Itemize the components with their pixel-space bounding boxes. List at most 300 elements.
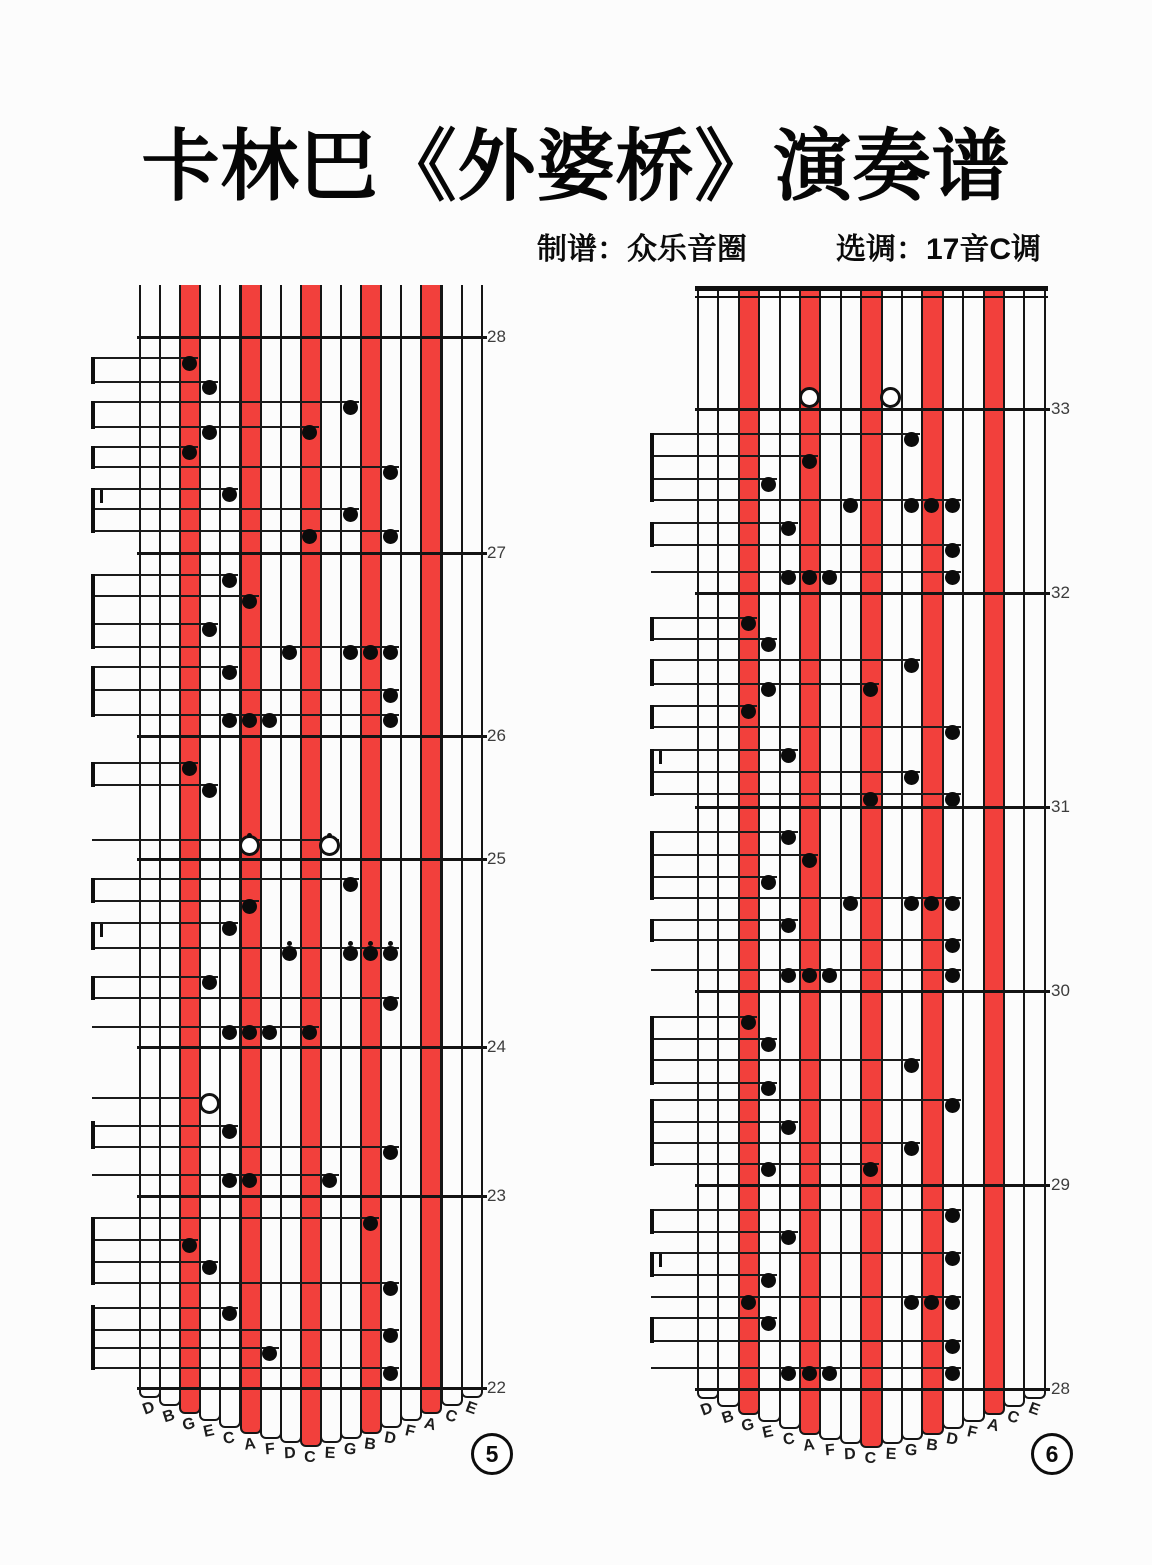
note-row-line (651, 638, 777, 640)
beam-bracket (650, 659, 654, 686)
page-number-badge: 5 (471, 1433, 513, 1475)
measure-number: 24 (487, 1037, 506, 1056)
kalimba-key (779, 289, 801, 1429)
note-dot (282, 645, 297, 660)
note-dot (343, 645, 358, 660)
note-dot (262, 713, 277, 728)
note-dot (781, 918, 796, 933)
note-row-line (651, 522, 798, 524)
note-dot (761, 1273, 776, 1288)
measure-number: 23 (487, 1186, 506, 1205)
note-row-line (651, 1340, 961, 1342)
note-dot (904, 432, 919, 447)
key-label: E (1025, 1399, 1042, 1420)
beam-bracket (650, 1209, 654, 1234)
note-dot (383, 1328, 398, 1343)
note-dot (383, 946, 398, 961)
note-dot (741, 1295, 756, 1310)
beam-bracket (650, 522, 654, 547)
note-dot (383, 529, 398, 544)
note-row-line (651, 1099, 961, 1101)
note-dot (781, 1120, 796, 1135)
kalimba-key (819, 289, 841, 1440)
note-dot (242, 899, 257, 914)
beam-bracket (91, 1305, 95, 1370)
note-dot (863, 682, 878, 697)
note-dot (741, 1015, 756, 1030)
beam-bracket (91, 401, 95, 429)
note-row-line (92, 466, 399, 468)
note-dot (222, 713, 237, 728)
note-row-line (651, 1252, 961, 1254)
kalimba-key (139, 285, 161, 1398)
measure-line (695, 990, 1050, 993)
note-dot (202, 380, 217, 395)
note-dot (843, 896, 858, 911)
kalimba-key (962, 289, 984, 1422)
note-dot (302, 529, 317, 544)
measure-line (695, 592, 1050, 595)
note-dot (383, 713, 398, 728)
note-row-line (651, 433, 920, 435)
kalimba-key-red (738, 289, 760, 1415)
key-label: E (885, 1445, 897, 1464)
note-row-line (92, 1282, 399, 1284)
key-label: F (823, 1441, 836, 1460)
note-row-line (651, 1209, 961, 1211)
note-dot (363, 946, 378, 961)
note-row-line (92, 900, 259, 902)
key-label: G (180, 1414, 198, 1435)
measure-line (137, 858, 487, 861)
note-dot (945, 896, 960, 911)
note-dot (843, 498, 858, 513)
note-dot (924, 498, 939, 513)
note-dot (802, 853, 817, 868)
key-label: G (343, 1440, 358, 1459)
note-row-line (651, 876, 777, 878)
measure-number: 22 (487, 1378, 506, 1397)
subtitle-maker: 制谱：众乐音圈 (537, 233, 747, 266)
beam-bracket (650, 831, 654, 900)
beam-bracket (650, 1252, 654, 1277)
kalimba-key (320, 285, 342, 1443)
note-row-line (92, 922, 238, 924)
key-label: D (843, 1445, 857, 1464)
beam-bracket (650, 1317, 654, 1343)
beam-bracket (91, 357, 95, 384)
note-dot (363, 1216, 378, 1231)
key-label: F (403, 1422, 418, 1441)
note-row-line (651, 1317, 777, 1319)
key-label: D (944, 1430, 960, 1449)
beam-bracket (91, 878, 95, 903)
measure-line (695, 1388, 1050, 1391)
note-row-line (651, 455, 818, 457)
note-dot (781, 1230, 796, 1245)
note-dot (383, 465, 398, 480)
note-dot (761, 875, 776, 890)
open-note-dot (239, 835, 260, 856)
note-dot (302, 425, 317, 440)
key-label: B (924, 1436, 939, 1455)
note-dot (945, 498, 960, 513)
note-dot (202, 1260, 217, 1275)
measure-line (137, 552, 487, 555)
note-dot (202, 975, 217, 990)
note-dot (904, 1295, 919, 1310)
note-dot (761, 637, 776, 652)
note-dot (242, 594, 257, 609)
key-label: A (985, 1415, 1001, 1436)
note-row-line (92, 381, 218, 383)
key-label: A (802, 1436, 816, 1455)
note-row-line (92, 666, 238, 668)
note-row-line (651, 793, 961, 795)
note-row-line (651, 1142, 920, 1144)
note-dot (222, 921, 237, 936)
note-row-line (651, 1274, 777, 1276)
measure-line (137, 735, 487, 738)
measure-number: 26 (487, 726, 506, 745)
key-label: D (698, 1399, 716, 1420)
key-label: C (1005, 1407, 1022, 1428)
note-dot (761, 1081, 776, 1096)
note-dot (945, 1339, 960, 1354)
note-row-line (92, 595, 259, 597)
note-row-line (92, 1261, 218, 1263)
beam-bracket-double-tick (659, 751, 662, 764)
note-dot (904, 1141, 919, 1156)
note-row-line (651, 831, 798, 833)
note-dot (363, 645, 378, 660)
note-dot (322, 1173, 337, 1188)
beam-bracket (650, 1099, 654, 1166)
note-dot (222, 1124, 237, 1139)
octave-dot (247, 833, 252, 838)
measure-number: 30 (1051, 981, 1070, 1000)
note-dot (182, 1238, 197, 1253)
note-dot (741, 616, 756, 631)
note-row-line (651, 1082, 777, 1084)
kalimba-key-red (420, 285, 442, 1414)
kalimba-key (1023, 289, 1045, 1399)
note-dot (202, 783, 217, 798)
note-dot (343, 400, 358, 415)
key-label: E (202, 1422, 217, 1441)
kalimba-key (260, 285, 282, 1439)
note-dot (863, 1162, 878, 1177)
note-dot (904, 498, 919, 513)
key-label: F (263, 1440, 276, 1459)
note-row-line (92, 1329, 399, 1331)
kalimba-key (461, 285, 483, 1398)
measure-number: 27 (487, 543, 506, 562)
key-label: E (462, 1398, 479, 1419)
note-dot (282, 946, 297, 961)
octave-dot (368, 941, 373, 946)
note-row-line (651, 854, 818, 856)
note-row-line (651, 1121, 798, 1123)
beam-bracket (91, 666, 95, 717)
note-dot (383, 996, 398, 1011)
note-dot (945, 1251, 960, 1266)
note-dot (383, 1366, 398, 1381)
beam-bracket (650, 749, 654, 796)
kalimba-key (380, 285, 402, 1428)
note-dot (945, 543, 960, 558)
note-dot (904, 770, 919, 785)
kalimba-key (199, 285, 221, 1421)
kalimba-key-red (983, 289, 1005, 1415)
note-dot (781, 1366, 796, 1381)
kalimba-key (219, 285, 241, 1428)
note-dot (761, 1316, 776, 1331)
key-label: F (965, 1423, 980, 1442)
note-dot (343, 507, 358, 522)
note-row-line (651, 1038, 777, 1040)
note-row-line (92, 689, 399, 691)
note-dot (924, 896, 939, 911)
note-dot (781, 521, 796, 536)
measure-number: 28 (1051, 1379, 1070, 1398)
measure-line (695, 1184, 1050, 1187)
measure-line (137, 336, 487, 339)
key-label: D (283, 1444, 296, 1463)
note-dot (945, 938, 960, 953)
note-dot (863, 792, 878, 807)
note-row-line (651, 659, 920, 661)
note-row-line (92, 488, 238, 490)
beam-bracket (91, 488, 95, 533)
kalimba-key (1003, 289, 1025, 1407)
note-dot (822, 1366, 837, 1381)
open-note-dot (199, 1093, 220, 1114)
note-dot (383, 1281, 398, 1296)
measure-number: 29 (1051, 1175, 1070, 1194)
note-row-line (92, 997, 399, 999)
note-dot (242, 713, 257, 728)
note-dot (945, 792, 960, 807)
note-dot (242, 1173, 257, 1188)
beam-bracket (91, 922, 95, 950)
octave-dot (287, 941, 292, 946)
beam-bracket (650, 1016, 654, 1085)
note-dot (802, 1366, 817, 1381)
measure-number: 33 (1051, 399, 1070, 418)
note-dot (383, 645, 398, 660)
tab-top-thin-line (695, 296, 1048, 298)
key-label: C (442, 1406, 459, 1427)
note-dot (222, 665, 237, 680)
measure-number: 25 (487, 849, 506, 868)
note-row-line (92, 1347, 279, 1349)
note-dot (761, 1162, 776, 1177)
note-dot (202, 425, 217, 440)
note-row-line (92, 1217, 379, 1219)
note-dot (945, 1098, 960, 1113)
note-row-line (92, 1146, 399, 1148)
beam-bracket (91, 1217, 95, 1285)
beam-bracket (650, 705, 654, 729)
note-row-line (92, 878, 359, 880)
note-dot (383, 1145, 398, 1160)
key-label: D (140, 1398, 158, 1419)
beam-bracket-double-tick (100, 490, 103, 503)
note-dot (182, 445, 197, 460)
note-dot (802, 454, 817, 469)
kalimba-key (901, 289, 923, 1440)
note-dot (761, 1037, 776, 1052)
note-dot (945, 1208, 960, 1223)
note-dot (781, 968, 796, 983)
note-row-line (92, 784, 218, 786)
note-row-line (92, 1307, 238, 1309)
measure-line (137, 1195, 487, 1198)
note-row-line (651, 478, 777, 480)
note-dot (741, 704, 756, 719)
key-label: E (324, 1444, 336, 1463)
key-label: G (904, 1441, 919, 1460)
measure-number: 28 (487, 327, 506, 346)
key-label: B (160, 1406, 178, 1427)
note-dot (182, 761, 197, 776)
note-dot (182, 356, 197, 371)
measure-number: 32 (1051, 583, 1070, 602)
key-label: C (304, 1449, 316, 1466)
note-row-line (92, 839, 339, 841)
note-row-line (651, 726, 961, 728)
note-dot (761, 477, 776, 492)
note-row-line (651, 1231, 798, 1233)
key-label: E (761, 1423, 776, 1442)
measure-line (137, 1387, 487, 1390)
note-dot (222, 1306, 237, 1321)
note-row-line (92, 401, 359, 403)
note-dot (222, 1173, 237, 1188)
open-note-dot (880, 387, 901, 408)
note-dot (945, 570, 960, 585)
note-dot (262, 1346, 277, 1361)
note-dot (242, 1025, 257, 1040)
octave-dot (388, 941, 393, 946)
note-row-line (651, 544, 961, 546)
note-row-line (651, 771, 920, 773)
note-dot (802, 968, 817, 983)
note-dot (945, 1366, 960, 1381)
note-dot (202, 622, 217, 637)
subtitle-key-selection: 选调：17音C调 (836, 233, 1042, 266)
note-row-line (92, 574, 238, 576)
note-row-line (92, 508, 359, 510)
page-title: 卡林巴《外婆桥》演奏谱 (141, 122, 1011, 210)
note-row-line (92, 976, 218, 978)
beam-bracket-double-tick (659, 1254, 662, 1267)
note-row-line (92, 1174, 339, 1176)
key-label: A (422, 1414, 439, 1435)
beam-bracket (650, 919, 654, 942)
note-dot (781, 570, 796, 585)
note-dot (904, 658, 919, 673)
note-row-line (651, 749, 798, 751)
note-row-line (651, 1059, 920, 1061)
key-label: A (242, 1435, 257, 1454)
note-row-line (651, 919, 798, 921)
note-row-line (92, 1125, 238, 1127)
measure-line (137, 1046, 487, 1049)
beam-bracket (91, 574, 95, 649)
kalimba-key (441, 285, 463, 1406)
measure-number: 31 (1051, 797, 1070, 816)
key-label: B (363, 1435, 378, 1454)
measure-line (695, 806, 1050, 809)
note-dot (222, 1025, 237, 1040)
note-dot (945, 968, 960, 983)
note-dot (945, 1295, 960, 1310)
key-label: C (781, 1430, 796, 1449)
note-dot (383, 688, 398, 703)
note-dot (222, 573, 237, 588)
kalimba-key-red (921, 289, 943, 1435)
kalimba-key (400, 285, 422, 1421)
kalimba-key-red (300, 285, 322, 1447)
beam-bracket (91, 762, 95, 787)
note-dot (781, 830, 796, 845)
note-dot (802, 570, 817, 585)
note-dot (822, 968, 837, 983)
kalimba-key (340, 285, 362, 1439)
tab-top-thick-line (695, 286, 1048, 291)
note-dot (262, 1025, 277, 1040)
note-dot (904, 896, 919, 911)
key-label: B (719, 1407, 736, 1428)
note-dot (924, 1295, 939, 1310)
note-dot (343, 877, 358, 892)
kalimba-key (280, 285, 302, 1443)
beam-bracket (650, 617, 654, 641)
kalimba-key-red (860, 289, 882, 1448)
open-note-dot (799, 387, 820, 408)
beam-bracket (650, 433, 654, 502)
note-dot (302, 1025, 317, 1040)
kalimba-key (159, 285, 181, 1406)
measure-line (695, 408, 1050, 411)
octave-dot (348, 941, 353, 946)
note-dot (222, 487, 237, 502)
key-label: D (383, 1429, 398, 1448)
note-row-line (92, 530, 399, 532)
beam-bracket-double-tick (100, 924, 103, 937)
note-row-line (92, 1367, 399, 1369)
key-label: G (739, 1415, 757, 1436)
kalimba-key (881, 289, 903, 1444)
note-row-line (651, 939, 961, 941)
note-dot (781, 748, 796, 763)
note-row-line (92, 1026, 319, 1028)
note-dot (945, 725, 960, 740)
page-number-badge: 6 (1031, 1433, 1073, 1475)
kalimba-key (840, 289, 862, 1444)
note-row-line (92, 623, 218, 625)
beam-bracket (91, 1121, 95, 1149)
note-dot (904, 1058, 919, 1073)
open-note-dot (319, 835, 340, 856)
beam-bracket (91, 446, 95, 469)
key-label: C (222, 1429, 237, 1448)
note-dot (822, 570, 837, 585)
note-dot (343, 946, 358, 961)
note-dot (761, 682, 776, 697)
